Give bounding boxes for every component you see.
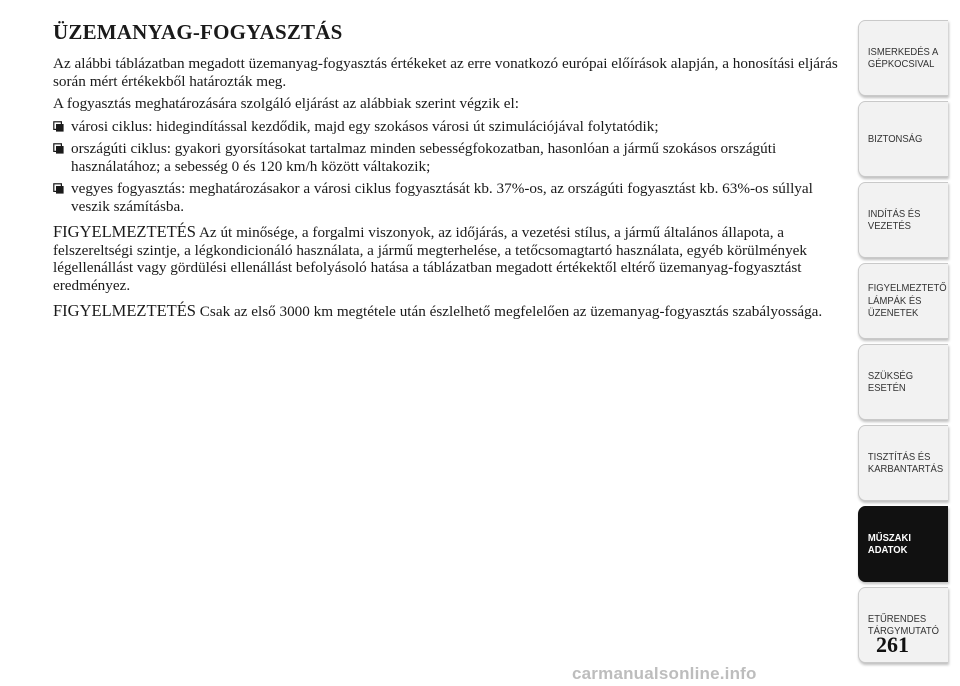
intro-paragraph-2: A fogyasztás meghatározására szolgáló eljárást az alábbiak szerint végzik el: bbox=[53, 95, 519, 112]
tab-szukseg-eseten[interactable]: SZÜKSÉG ESETÉN bbox=[858, 344, 948, 420]
tab-tisztitas-es-karbantartas[interactable]: TISZTÍTÁS ÉS KARBANTARTÁS bbox=[858, 425, 948, 501]
checkbox-bullet-icon bbox=[53, 183, 64, 194]
tab-muszaki-adatok[interactable]: MŰSZAKI ADATOK bbox=[858, 506, 948, 582]
tab-inditas-es-vezetes[interactable]: INDÍTÁS ÉS VEZETÉS bbox=[858, 182, 948, 258]
chapter-sidebar bbox=[858, 20, 958, 668]
list-item bbox=[53, 140, 843, 175]
list-item-text: országúti ciklus: gyakori gyorsításokat tartalmaz minden sebességfokozatban, hasonlóan a jármű szokásos országúti használatához; a sebesség 0 és 120 km/h között váltakozik; bbox=[71, 140, 777, 175]
tab-targymutato[interactable]: ETŰRENDES TÁRGYMUTATÓ bbox=[858, 587, 948, 663]
page-number: 261 bbox=[876, 632, 909, 657]
tab-figyelmezteto-lampak[interactable]: FIGYELMEZTETŐ LÁMPÁK ÉS ÜZENETEK bbox=[858, 263, 948, 339]
tab-ismerkedes[interactable]: ISMERKEDÉS A GÉPKOCSIVAL bbox=[858, 20, 948, 96]
warning-text: Csak az első 3000 km megtétele után észlelhető megfelelően az üzemanyag-fogyasztás szabályossága. bbox=[199, 303, 823, 320]
list-item bbox=[53, 180, 843, 215]
page-content bbox=[53, 20, 843, 329]
list-item bbox=[53, 118, 843, 136]
warning-text: Az út minősége, a forgalmi viszonyok, az időjárás, a vezetési stílus, a jármű általános állapota, a felszereltségi szintje, a légkondicionáló használata, a jármű megterhelése, a tetőcsomagtartó használata, egyéb körülmények légellenállást vagy gördülési ellenállást befolyásoló hatása a táblázatban megadott értékektől eltérő üzemanyag-fogyasztást eredményez. bbox=[53, 224, 807, 294]
page-title: ÜZEMANYAG-FOGYASZTÁS bbox=[53, 20, 343, 44]
checkbox-bullet-icon bbox=[53, 121, 64, 132]
tab-biztonsag[interactable]: BIZTONSÁG bbox=[858, 101, 948, 177]
warning-paragraph-2 bbox=[53, 302, 843, 321]
warning-paragraph-1 bbox=[53, 223, 843, 294]
warning-label: FIGYELMEZTETÉS bbox=[53, 222, 196, 241]
list-item-text: városi ciklus: hidegindítással kezdődik, majd egy szokásos városi út szimulációjával folytatódik; bbox=[71, 117, 659, 135]
warning-label: FIGYELMEZTETÉS bbox=[53, 301, 196, 320]
checkbox-bullet-icon bbox=[53, 143, 64, 154]
watermark: carmanualsonline.info bbox=[572, 664, 757, 683]
list-item-text: vegyes fogyasztás: meghatározásakor a városi ciklus fogyasztását kb. 37%-os, az országúti fogyasztást kb. 63%-os súllyal veszik számításba. bbox=[71, 180, 813, 215]
intro-paragraph-1: Az alábbi táblázatban megadott üzemanyag-fogyasztás értékeket az erre vonatkozó európai előírások alapján, a honosítási eljárás során mért értékekből határozták meg. bbox=[53, 55, 838, 90]
cycle-list bbox=[53, 118, 843, 216]
